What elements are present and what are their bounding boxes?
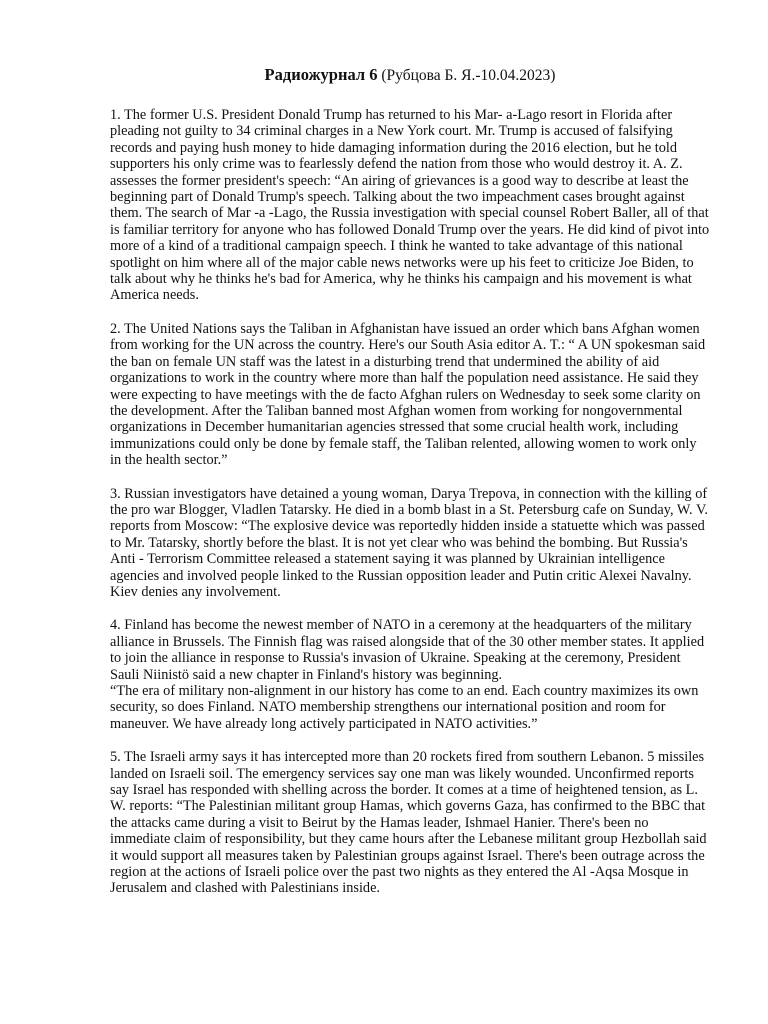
document-page	[110, 66, 710, 914]
paragraph-text: 1. The former U.S. President Donald Trump has returned to his Mar- a-Lago resort in Florida after pleading not guilty to 34 criminal charges in a New York court. Mr. Trump is accused of falsifying records and paying hush money to hide damaging information during the 2016 election, but he told supporters his only crime was to fearlessly defend the nation from those who would destroy it. A. Z. assesses the former president's speech: “An airing of grievances is a good way to describe at least the beginning part of Donald Trump's speech. Talking about the two impeachment cases brought against them. The search of Mar -a -Lago, the Russia investigation with special counsel Robert Baller, all of that is familiar territory for anyone who has followed Donald Trump over the years. He did kind of pivot into more of a kind of a traditional campaign speech. I think he wanted to take advantage of this national spotlight on him where all of the major cable news networks were up his feet to criticize Joe Biden, to talk about why he thinks he's bad for America, why he thinks his campaign and his movement is what America needs.	[110, 107, 710, 304]
paragraph-text: 3. Russian investigators have detained a young woman, Darya Trepova, in connection with the killing of the pro war Blogger, Vladlen Tatarsky. He died in a bomb blast in a St. Petersburg cafe on Sunday, W. V. reports from Moscow: “The explosive device was reportedly hidden inside a statuette which was passed to Mr. Tatarsky, shortly before the blast. It is not yet clear who was behind the bombing. But Russia's Anti - Terrorism Committee released a statement saying it was planned by Ukrainian intelligence agencies and involved people linked to the Russian opposition leader and Putin critic Alexei Navalny. Kiev denies any involvement.	[110, 485, 709, 600]
title-subtitle: (Рубцова Б. Я.-10.04.2023)	[381, 67, 556, 84]
news-item-2	[110, 321, 710, 469]
title-main: Радиожурнал 6	[264, 65, 378, 84]
news-item-4	[110, 617, 710, 732]
page-title	[110, 66, 710, 85]
paragraph-text: 4. Finland has become the newest member of NATO in a ceremony at the headquarters of the military alliance in Brussels. The Finnish flag was raised alongside that of the 30 other member states. It applied to join the alliance in response to Russia's invasion of Ukraine. Speaking at the ceremony, President Sauli Niinistö said a new chapter in Finland's history was beginning.	[110, 617, 705, 683]
paragraph-text: 5. The Israeli army says it has intercepted more than 20 rockets fired from southern Lebanon. 5 missiles landed on Israeli soil. The emergency services say one man was likely wounded. Unconfirmed reports say Israel has responded with shelling across the border. It comes at a time of heightened tension, as L. W. reports: “The Palestinian militant group Hamas, which governs Gaza, has confirmed to the BBC that the attacks came during a visit to Beirut by the Hamas leader, Ishmael Hanier. There's been no immediate claim of responsibility, but they came hours after the Lebanese militant group Hezbollah said it would support all measures taken by Palestinian groups against Israel. There's been outrage across the region at the actions of Israeli police over the past two nights as they entered the Al -Aqsa Mosque in Jerusalem and clashed with Palestinians inside.	[110, 749, 707, 897]
paragraph-quote: “The era of military non-alignment in our history has come to an end. Each country maximizes its own security, so does Finland. NATO membership strengthens our international position and room for maneuver. We have already long actively participated in NATO activities.”	[110, 683, 699, 732]
news-item-5	[110, 749, 710, 897]
news-item-3	[110, 486, 710, 601]
paragraph-text: 2. The United Nations says the Taliban in Afghanistan have issued an order which bans Afghan women from working for the UN across the country. Here's our South Asia editor A. T.: “ A UN spokesman said the ban on female UN staff was the latest in a disturbing trend that undermined the ability of aid organizations to work in the country where more than half the population need assistance. He said they were expecting to have meetings with the de facto Afghan rulers on Wednesday to seek some clarity on the development. After the Taliban banned most Afghan women from working for nongovernmental organizations in December humanitarian agencies stressed that some crucial health work, including immunizations could only be done by female staff, the Taliban relented, allowing women to work only in the health sector.”	[110, 320, 706, 469]
news-item-1	[110, 107, 710, 304]
